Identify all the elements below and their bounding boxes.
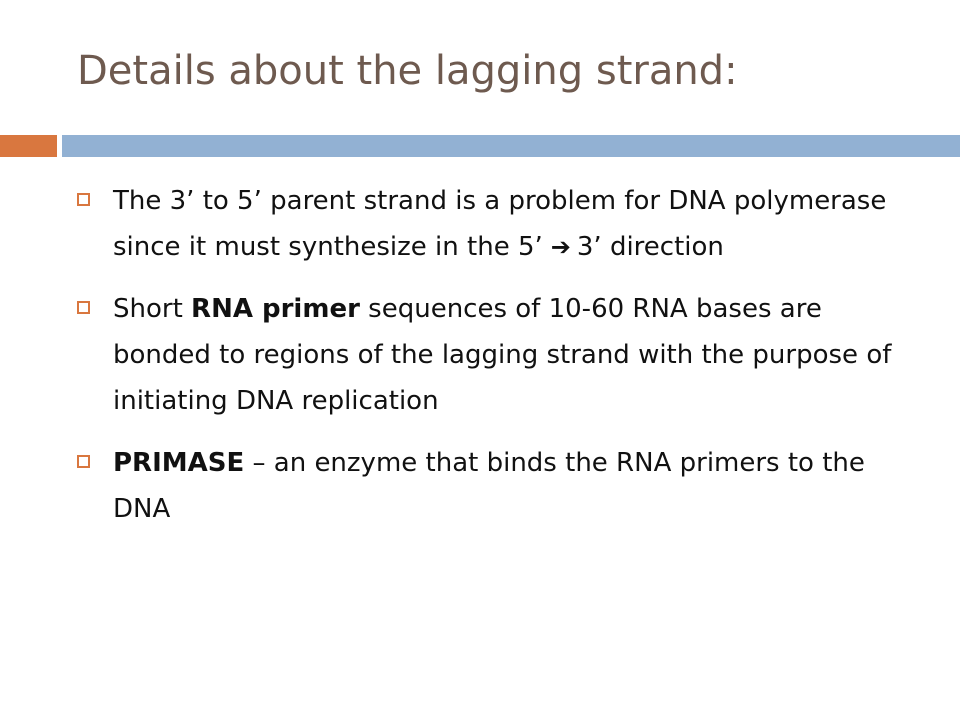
square-bullet-icon <box>77 301 90 314</box>
title-divider-bar <box>62 135 960 157</box>
bullet-text-suffix: – an enzyme that binds the RNA primers to the DNA <box>113 448 865 524</box>
bullet-text-part-1: The 3’ to 5’ parent strand is a problem for DNA polymerase since it must synthesize in the 5’ <box>113 186 887 262</box>
bullet-bold-term: RNA primer <box>191 294 360 324</box>
square-bullet-icon <box>77 193 90 206</box>
bullet-item-primase <box>77 440 897 532</box>
title-accent-bar <box>0 135 57 157</box>
bullet-text-suffix: sequences of 10-60 RNA bases are bonded to regions of the lagging strand with the purpose of initiating DNA replication <box>113 294 892 416</box>
right-arrow-icon: ➔ <box>550 233 571 261</box>
bullet-item-lagging-strand-problem <box>77 178 897 270</box>
square-bullet-icon <box>77 455 90 468</box>
bullet-list <box>77 178 897 548</box>
bullet-text-part-2: 3’ direction <box>576 232 724 262</box>
bullet-text-prefix: Short <box>113 294 192 324</box>
slide-title: Details about the lagging strand: <box>77 48 738 94</box>
bullet-bold-term: PRIMASE <box>113 448 245 478</box>
bullet-item-rna-primer <box>77 286 897 424</box>
